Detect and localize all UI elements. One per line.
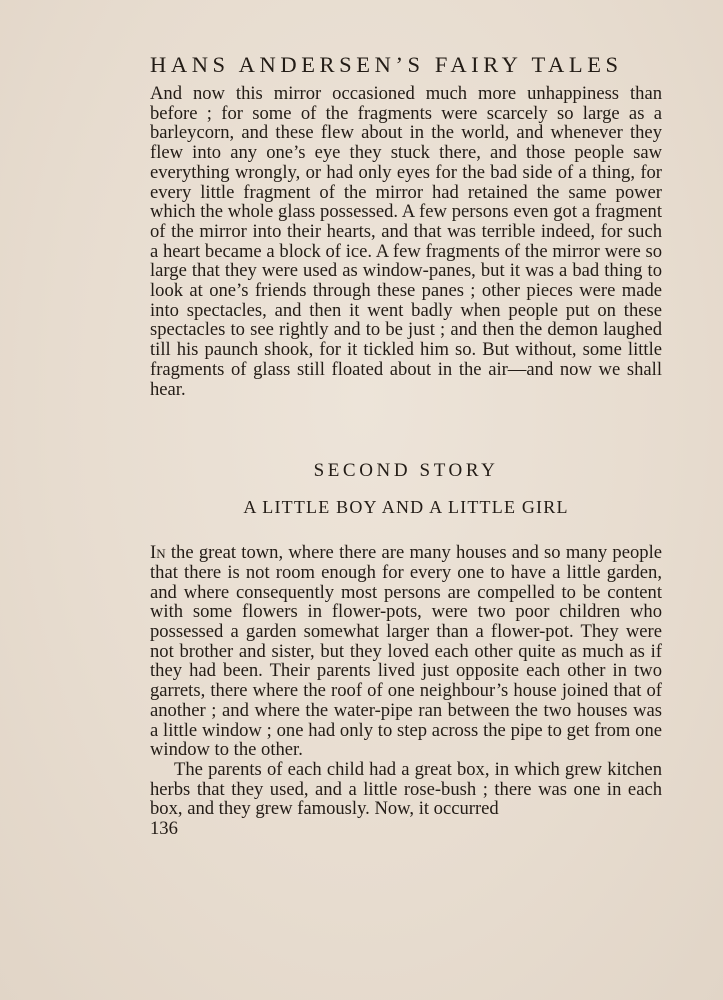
section-subtitle: A LITTLE BOY AND A LITTLE GIRL <box>243 497 569 518</box>
story-first-paragraph-text: the great town, where there are many houses and so many people that there is not room enough for every one to have a little garden, and where consequently most persons are compelled to be content with some flowers in flower-pots, were two poor children who possessed a garden somewhat larger than a flower-pot. They were not brother and sister, but they loved each other quite as much as if they had been. Their parents lived just opposite each other in two garrets, there where the roof of one neighbour’s house joined that of another ; and where the water-pipe ran between the two houses was a little window ; one had only to step across the pipe to get from one window to the other. <box>150 542 662 761</box>
page-number: 136 <box>150 818 178 840</box>
section-title: SECOND STORY <box>313 460 499 482</box>
story-first-paragraph <box>150 543 662 760</box>
story-first-word: In <box>150 542 166 564</box>
story-second-paragraph: The parents of each child had a great box, in which grew kitchen herbs that they used, and a little rose-bush ; there was one in each box, and they grew famously. Now, it occurred <box>150 758 662 820</box>
opening-paragraph: And now this mirror occasioned much more unhappiness than before ; for some of the fragments were scarcely so large as a barleycorn, and these flew about in the world, and whenever they flew into any one’s eye they stuck there, and those people saw everything wrongly, or had only eyes for the bad side of a thing, for every little fragment of the mirror had retained the same power which the whole glass possessed. A few persons even got a fragment of the mirror into their hearts, and that was terrible indeed, for such a heart became a block of ice. A few fragments of the mirror were so large that they were used as window-panes, but it was a bad thing to look at one’s friends through these panes ; other pieces were made into spectacles, and then it went badly when people put on these spectacles to see rightly and to be just ; and then the demon laughed till his paunch shook, for it tickled him so. But without, some little fragments of glass still floated about in the air—and now we shall hear. <box>150 83 662 400</box>
book-page <box>150 50 662 839</box>
running-head: HANS ANDERSEN’S FAIRY TALES <box>150 52 623 77</box>
